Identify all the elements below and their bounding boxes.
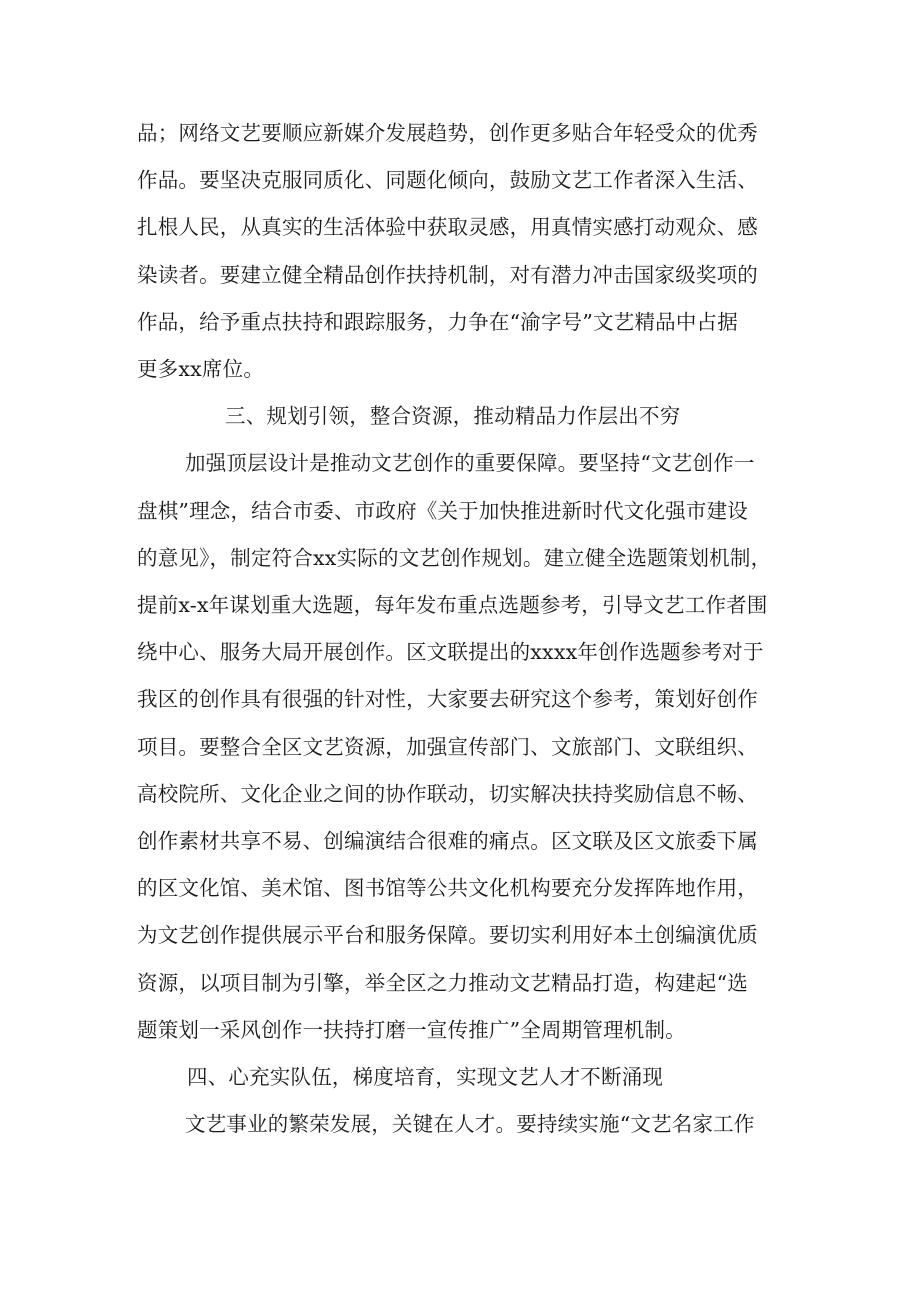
text-line: 文艺事业的繁荣发展，关键在人才。要持续实施“文艺名家工作 — [185, 1112, 755, 1137]
text-line: 高校院所、文化企业之间的协作联动，切实解决扶持奖励信息不畅、 — [137, 781, 758, 806]
text-line: 题策划一采风创作一扶持打磨一宣传推广”全周期管理机制。 — [137, 1017, 686, 1042]
paragraph-talent — [137, 1101, 790, 1148]
text-line: 盘棋”理念，结合市委、市政府《关于加快推进新时代文化强市建设 — [137, 498, 748, 523]
section-heading-4: 四、心充实队伍，梯度培育，实现文艺人才不断涌现 — [187, 1065, 664, 1090]
text-line: 为文艺创作提供展示平台和服务保障。要切实利用好本土创编演优质 — [137, 923, 758, 948]
text-line: 品；网络文艺要顺应新媒介发展趋势，创作更多贴合年轻受众的优秀 — [137, 121, 758, 145]
text-line: 的意见》，制定符合xx实际的文艺创作规划。建立健全选题策划机制， — [137, 545, 772, 570]
text-line: 资源，以项目制为引擎，举全区之力推动文艺精品打造，构建起“选 — [137, 970, 748, 995]
paragraph-creative-works — [137, 110, 790, 393]
text-line: 加强顶层设计是推动文艺创作的重要保障。要坚持“文艺创作一 — [185, 451, 755, 476]
paragraph-planning — [137, 440, 790, 1054]
text-line: 提前x-x年谋划重大选题，每年发布重点选题参考，引导文艺工作者围 — [137, 593, 768, 618]
text-line: 染读者。要建立健全精品创作扶持机制，对有潜力冲击国家级奖项的 — [137, 262, 758, 287]
text-line: 的区文化馆、美术馆、图书馆等公共文化机构要充分发挥阵地作用， — [137, 876, 758, 901]
section-heading-3: 三、规划引领，整合资源，推动精品力作层出不穷 — [225, 404, 681, 429]
text-line: 作品。要坚决克服同质化、同题化倾向，鼓励文艺工作者深入生活、 — [137, 168, 758, 193]
text-line: 项目。要整合全区文艺资源，加强宣传部门、文旅部门、文联组织、 — [137, 734, 758, 759]
text-line: 更多xx席位。 — [137, 357, 265, 382]
text-line: 作品，给予重点扶持和跟踪服务，力争在“渝字号”文艺精品中占据 — [137, 309, 738, 334]
text-line: 创作素材共享不易、创编演结合很难的痛点。区文联及区文旅委下属 — [137, 829, 758, 854]
text-line: 扎根人民，从真实的生活体验中获取灵感，用真情实感打动观众、感 — [137, 215, 758, 240]
text-line: 绕中心、服务大局开展创作。区文联提出的xxxx年创作选题参考对于 — [137, 640, 764, 665]
document-body — [137, 110, 790, 1148]
text-line: 我区的创作具有很强的针对性，大家要去研究这个参考，策划好创作 — [137, 687, 758, 712]
